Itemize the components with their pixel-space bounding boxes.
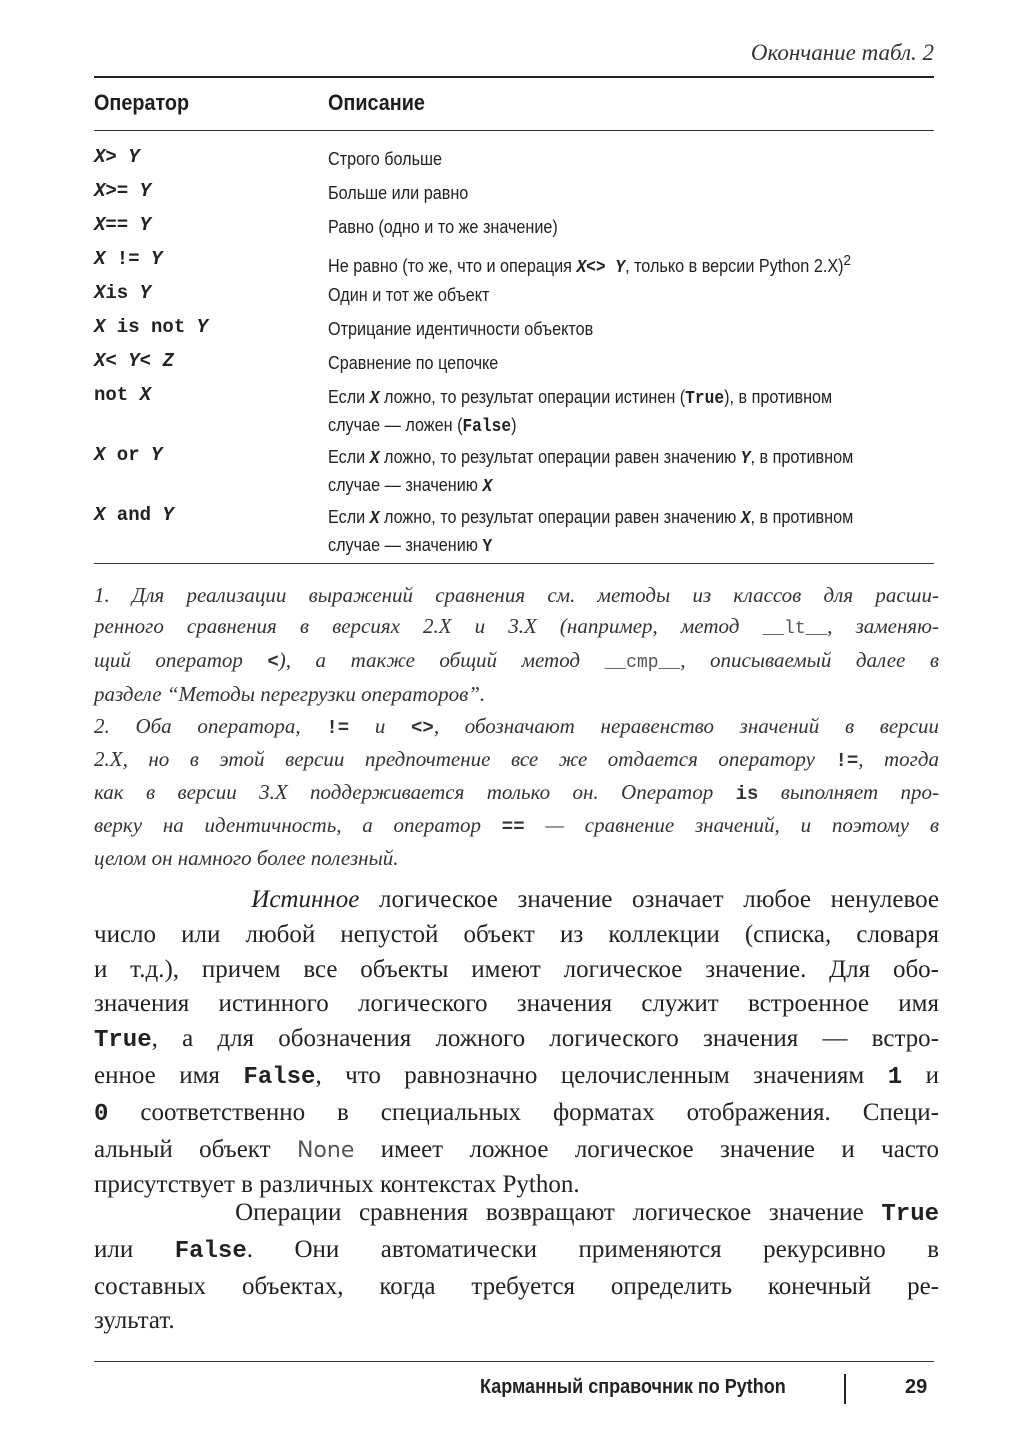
text-run: целом он намного более полезный. bbox=[94, 846, 399, 870]
text-run: присутствует в различных контекстах Python. bbox=[94, 1171, 580, 1199]
footer-book-title: Карманный справочник по Python bbox=[480, 1376, 786, 1398]
text-run: ) bbox=[511, 415, 517, 435]
description-line bbox=[328, 504, 886, 532]
text-run: ложно, то результат операции истинен ( bbox=[379, 387, 686, 407]
text-run: , что равнозначно целочисленным значениям bbox=[315, 1061, 888, 1089]
paragraph-line bbox=[94, 1022, 939, 1059]
paragraph-line bbox=[94, 1233, 939, 1270]
paragraph-line bbox=[94, 1133, 939, 1169]
text-run: случае — ложен ( bbox=[328, 415, 463, 435]
text-run: верку на идентичность, а оператор bbox=[94, 813, 502, 837]
operand: Y bbox=[128, 350, 140, 372]
text-run: Y bbox=[482, 537, 493, 557]
text-run: __cmp__ bbox=[604, 653, 681, 673]
text-run: Если bbox=[328, 447, 370, 467]
operator-cell bbox=[94, 444, 162, 466]
text-run: и bbox=[902, 1061, 939, 1089]
paragraph-line bbox=[94, 1059, 939, 1096]
text-run: Строго больше bbox=[328, 149, 443, 169]
operand: X bbox=[94, 444, 106, 466]
operand: X bbox=[94, 248, 106, 270]
footnote-line bbox=[94, 744, 939, 777]
text-run: Один и тот же объект bbox=[328, 285, 490, 305]
operator-token: == bbox=[105, 214, 140, 236]
paragraph-line bbox=[94, 1304, 939, 1339]
text-run: ренного сравнения в версиях 2.X и 3.X (например, метод bbox=[94, 614, 763, 638]
text-run: щий оператор bbox=[94, 648, 268, 672]
operand: X bbox=[139, 384, 152, 406]
text-run: False bbox=[174, 1237, 247, 1265]
text-run: как в версии 3.X поддерживается только он. Оператор bbox=[94, 780, 736, 804]
operand: Y bbox=[151, 444, 163, 466]
description-line bbox=[328, 444, 886, 472]
footer-separator bbox=[844, 1374, 846, 1404]
table-top-rule bbox=[94, 76, 934, 78]
paragraph-line bbox=[94, 1196, 939, 1233]
operand: X bbox=[94, 146, 106, 168]
description-line bbox=[328, 180, 886, 206]
paragraph-line bbox=[94, 1096, 939, 1133]
paragraph-line bbox=[94, 1270, 939, 1305]
text-run: <> bbox=[411, 717, 434, 739]
footnote-line bbox=[94, 679, 939, 710]
text-run: X bbox=[740, 509, 751, 529]
text-run: енное имя bbox=[94, 1061, 244, 1089]
text-run: , в противном bbox=[750, 507, 854, 527]
text-run: , тогда bbox=[858, 747, 939, 771]
text-run: Сравнение по цепочке bbox=[328, 353, 499, 373]
paragraph-1 bbox=[94, 883, 939, 1203]
text-run: < bbox=[267, 651, 279, 673]
text-run: True bbox=[881, 1201, 939, 1228]
operand: X bbox=[94, 504, 106, 526]
text-run: имеет ложное логическое значение и часто bbox=[354, 1135, 939, 1163]
description-cell bbox=[328, 350, 886, 376]
text-run: ), а также общий метод bbox=[278, 648, 605, 672]
description-cell bbox=[328, 248, 886, 281]
operator-cell bbox=[94, 384, 151, 406]
text-run: 2.X, но в этой версии предпочтение все же отдается оператору bbox=[94, 747, 836, 771]
operator-cell bbox=[94, 180, 151, 202]
footnote-1 bbox=[94, 580, 939, 710]
paragraph-line bbox=[94, 953, 939, 988]
text-run: случае — значению bbox=[328, 475, 483, 495]
text-run bbox=[94, 886, 251, 913]
text-run: Операции сравнения возвращают логическое значение bbox=[94, 1199, 882, 1226]
text-run: True bbox=[685, 389, 725, 409]
text-run: None bbox=[296, 1137, 355, 1163]
text-run: , а для обозначения ложного логического значения — встро- bbox=[151, 1025, 939, 1053]
text-run: 2 bbox=[843, 252, 852, 269]
operand: Y bbox=[139, 180, 152, 202]
footer-rule bbox=[94, 1361, 934, 1362]
column-header-description: Описание bbox=[328, 90, 425, 115]
description-line bbox=[328, 532, 886, 560]
operator-token: >= bbox=[105, 180, 140, 202]
operand: Y bbox=[151, 248, 163, 270]
text-run: — сравнение значений, и поэтому в bbox=[524, 813, 939, 837]
paragraph-line bbox=[94, 918, 939, 953]
text-run: и bbox=[349, 714, 412, 738]
text-run: != bbox=[835, 750, 859, 772]
operand: Y bbox=[139, 282, 152, 304]
footnote-line bbox=[94, 711, 939, 744]
operand: Y bbox=[139, 214, 152, 236]
text-run: разделе “Методы перегрузки операторов”. bbox=[94, 682, 486, 706]
operator-cell bbox=[94, 350, 174, 372]
table-bottom-rule bbox=[94, 563, 934, 564]
operator-cell bbox=[94, 248, 162, 270]
text-run: , обозначают неравенство значений в версии bbox=[433, 714, 940, 738]
operator-cell bbox=[94, 214, 151, 236]
text-run: , только в версии Python 2.X) bbox=[625, 256, 844, 276]
operand: Y bbox=[162, 504, 174, 526]
text-run: , описываемый далее в bbox=[680, 648, 939, 672]
text-run: и т.д.), причем все объекты имеют логическое значение. Для обо- bbox=[94, 955, 939, 983]
description-cell bbox=[328, 444, 886, 500]
text-run: X bbox=[369, 509, 380, 529]
paragraph-2 bbox=[94, 1196, 939, 1339]
text-run: Больше или равно bbox=[328, 183, 469, 203]
operator-token: < bbox=[139, 350, 163, 372]
footnote-line bbox=[94, 777, 939, 810]
description-line bbox=[328, 316, 886, 342]
text-run: альный объект bbox=[94, 1135, 297, 1163]
operator-token: and bbox=[105, 504, 163, 526]
text-run: , заменяю- bbox=[827, 614, 939, 638]
text-run: Равно (одно и то же значение) bbox=[328, 217, 558, 237]
text-run: логическое значение означает любое ненулевое bbox=[359, 886, 940, 913]
description-line bbox=[328, 214, 886, 240]
footnote-2 bbox=[94, 711, 939, 874]
text-run: Y bbox=[615, 258, 626, 278]
operator-token: > bbox=[105, 146, 129, 168]
text-run: 1. Для реализации выражений сравнения см. методы из классов для расши- bbox=[94, 583, 939, 607]
operator-cell bbox=[94, 504, 174, 526]
paragraph-line bbox=[94, 883, 939, 918]
text-run: X bbox=[369, 389, 380, 409]
column-header-operator: Оператор bbox=[94, 90, 190, 115]
table-continuation-caption: Окончание табл. 2 bbox=[750, 40, 934, 65]
description-line bbox=[328, 282, 886, 308]
text-run: __lt__ bbox=[762, 619, 828, 639]
text-run: составных объектах, когда требуется определить конечный ре- bbox=[94, 1272, 939, 1300]
text-run: False bbox=[243, 1063, 316, 1091]
text-run: число или любой непустой объект из коллекции (списка, словаря bbox=[94, 920, 939, 948]
text-run: 2. Оба оператора, bbox=[94, 714, 327, 738]
text-run: соответственно в специальных форматах отображения. Специ- bbox=[108, 1098, 939, 1126]
operand: X bbox=[94, 214, 106, 236]
operator-cell bbox=[94, 146, 140, 168]
operator-token: or bbox=[105, 444, 152, 466]
text-run: , в противном bbox=[750, 447, 854, 467]
footnote-line bbox=[94, 611, 939, 645]
description-cell bbox=[328, 214, 886, 240]
text-run: ложно, то результат операции равен значению bbox=[379, 447, 741, 467]
table-header-rule bbox=[94, 130, 934, 131]
description-cell bbox=[328, 146, 886, 172]
description-cell bbox=[328, 282, 886, 308]
description-cell bbox=[328, 504, 886, 560]
operand: X bbox=[94, 316, 106, 338]
description-line bbox=[328, 472, 886, 500]
operand: X bbox=[94, 282, 106, 304]
text-run: Если bbox=[328, 507, 370, 527]
footnote-line bbox=[94, 810, 939, 843]
text-run: False bbox=[462, 417, 512, 437]
operand: Y bbox=[128, 146, 140, 168]
text-run: ), в противном bbox=[724, 387, 833, 407]
page-number: 29 bbox=[905, 1376, 928, 1398]
text-run: . Они автоматически применяются рекурсивно в bbox=[246, 1235, 939, 1263]
text-run: 1 bbox=[887, 1063, 903, 1091]
description-cell bbox=[328, 384, 886, 440]
text-run: X bbox=[482, 477, 493, 497]
text-run: != bbox=[326, 717, 350, 739]
description-cell bbox=[328, 180, 886, 206]
operator-cell bbox=[94, 316, 208, 338]
operator-cell bbox=[94, 282, 151, 304]
description-line bbox=[328, 384, 886, 412]
text-run: ложно, то результат операции равен значению bbox=[379, 507, 741, 527]
text-run: <> bbox=[586, 258, 616, 278]
description-line bbox=[328, 248, 886, 281]
operand: Z bbox=[162, 350, 174, 372]
text-run: случае — значению bbox=[328, 535, 483, 555]
text-run: Не равно (то же, что и операция bbox=[328, 256, 577, 276]
operator-token: not bbox=[94, 384, 140, 406]
text-run: X bbox=[576, 258, 587, 278]
footnote-line bbox=[94, 843, 939, 874]
footnote-line bbox=[94, 645, 939, 679]
text-run: 0 bbox=[94, 1100, 109, 1128]
operator-token: != bbox=[105, 248, 152, 270]
footnote-line bbox=[94, 580, 939, 611]
text-run: Y bbox=[740, 449, 751, 469]
description-line bbox=[328, 146, 886, 172]
text-run: значения истинного логического значения служит встроенное имя bbox=[94, 990, 939, 1018]
text-run: True bbox=[94, 1027, 152, 1055]
description-line bbox=[328, 412, 886, 440]
text-run: Истинное bbox=[251, 886, 360, 913]
paragraph-line bbox=[94, 987, 939, 1022]
text-run: Если bbox=[328, 387, 370, 407]
text-run: зультат. bbox=[94, 1307, 175, 1335]
description-cell bbox=[328, 316, 886, 342]
text-run: == bbox=[501, 816, 525, 838]
operand: Y bbox=[196, 316, 209, 338]
text-run: is bbox=[735, 783, 759, 805]
text-run: выполняет про- bbox=[758, 780, 939, 804]
operand: X bbox=[94, 350, 106, 372]
text-run: Отрицание идентичности объектов bbox=[328, 319, 594, 339]
operator-token: is bbox=[105, 282, 140, 304]
text-run: или bbox=[94, 1235, 175, 1263]
description-line bbox=[328, 350, 886, 376]
text-run: X bbox=[369, 449, 380, 469]
operator-token: is not bbox=[105, 316, 197, 338]
operand: X bbox=[94, 180, 106, 202]
operator-token: < bbox=[105, 350, 129, 372]
